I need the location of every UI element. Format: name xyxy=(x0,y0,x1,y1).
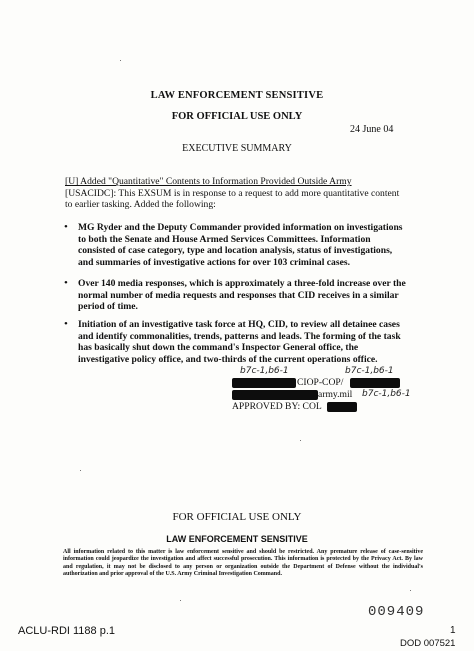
intro-body: This EXSUM is in response to a request to add more quantitative content to earlier tasking. Added the following: xyxy=(65,187,400,210)
signature-email-domain: army.mil xyxy=(318,389,353,400)
bates-stamp: 009409 xyxy=(368,604,425,620)
bullet-item: Initiation of an investigative task force at HQ, CID, to review all detainee cases and identify commonalities, trends, patterns and leads. The forming of the task has basically shut down the command's Inspector General office, the investigative policy office, and two-thirds of the current operations office. xyxy=(78,319,401,365)
redaction-bar xyxy=(232,390,318,400)
bullet-dot-icon: • xyxy=(64,277,68,289)
classification-top: FOR OFFICIAL USE ONLY xyxy=(171,111,303,122)
marking-top: LAW ENFORCEMENT SENSITIVE xyxy=(150,90,324,101)
document-title: EXECUTIVE SUMMARY xyxy=(182,143,292,154)
handwritten-exemption-note: b7c-1,b6-1 xyxy=(240,366,289,376)
approved-by-label: APPROVED BY: COL xyxy=(232,401,322,412)
signature-office: CIOP-COP/ xyxy=(297,377,344,388)
scan-speck xyxy=(120,60,121,61)
classification-bottom: FOR OFFICIAL USE ONLY xyxy=(172,511,302,523)
scan-speck xyxy=(300,440,301,441)
redaction-bar xyxy=(232,378,296,388)
intro-tag: [U] Added "Quantitative" Contents to Information Provided Outside Army xyxy=(65,176,352,187)
disclaimer-text: All information related to this matter is law enforcement sensitive and should be restricted. Any premature release of case-sensitive information could jeopardize the investigation and affect successful prosecution. This information is protected by the Privacy Act. By law and regulation, it may not be disclosed to any person or organization outside the Department of Defense without the individual's authorization and prior approval of the U.S. Army Criminal Investigation Command. xyxy=(63,549,423,578)
aclu-label: ACLU-RDI 1188 p.1 xyxy=(18,625,116,637)
page-number: 1 xyxy=(450,625,456,636)
redaction-bar xyxy=(350,378,400,388)
bullet-item: MG Ryder and the Deputy Commander provided information on investigations to both the Senate and House Armed Services Committees. Information consisted of case category, type and location analysis, status of investigations, and summaries of investigative actions for over 103 criminal cases. xyxy=(78,222,403,268)
dod-label: DOD 007521 xyxy=(400,638,456,649)
document-date: 24 June 04 xyxy=(350,124,394,135)
bullet-item: Over 140 media responses, which is approximately a three-fold increase over the normal number of media requests and responses that CID receives in a similar period of time. xyxy=(78,278,406,312)
bullet-dot-icon: • xyxy=(64,318,68,330)
handwritten-exemption-note: b7c-1,b6-1 xyxy=(345,366,394,376)
redaction-bar xyxy=(327,402,357,412)
scan-speck xyxy=(180,600,181,601)
scan-speck xyxy=(410,590,411,591)
intro-paragraph xyxy=(65,176,405,211)
scan-speck xyxy=(80,470,81,471)
bullet-dot-icon: • xyxy=(64,221,68,233)
marking-bottom: LAW ENFORCEMENT SENSITIVE xyxy=(166,534,308,544)
handwritten-exemption-note: b7c-1,b6-1 xyxy=(362,389,411,399)
intro-org: [USACIDC]: xyxy=(65,187,117,199)
